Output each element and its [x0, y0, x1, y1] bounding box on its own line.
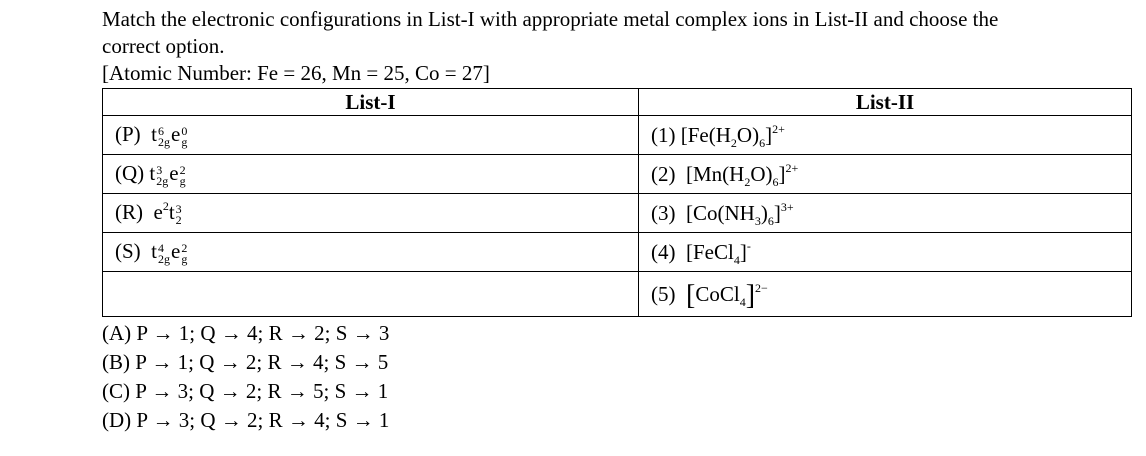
t-superscript: 3	[175, 201, 182, 216]
list2-item-4: (4) [FeCl$_4$]-	[639, 233, 1132, 272]
option-b[interactable]: (B) P → 1; Q → 2; R → 4; S → 5	[102, 350, 389, 374]
table-row	[103, 116, 1132, 155]
t-subscript: 2	[175, 212, 182, 227]
table-header-row	[103, 89, 1132, 116]
header-list-2: List-II	[639, 89, 1132, 116]
e-superscript: 2	[162, 199, 169, 214]
question-text-line-2: correct option.	[102, 34, 225, 58]
header-list-1: List-I	[103, 89, 639, 116]
answer-options	[102, 319, 1132, 435]
table-row	[103, 233, 1132, 272]
list1-item-r: (R) $e^2t$ 3 2	[103, 194, 639, 233]
list2-item-5: (5) [CoCl$_4$]$^{2-}$	[639, 272, 1132, 317]
e-superscript: 2	[179, 162, 186, 177]
list1-label: (Q)	[115, 161, 145, 186]
list2-item-3: (3) $[Co(NH_3)_6]^{3+}$	[639, 194, 1132, 233]
list1-empty-cell	[103, 272, 639, 317]
e-subscript: g	[181, 134, 188, 149]
t-superscript: 6	[158, 123, 165, 138]
t-superscript: 3	[156, 162, 163, 177]
t-subscript: 2g	[158, 251, 171, 266]
list1-item-q: (Q) t 3 2g e 2 g	[103, 155, 639, 194]
list2-label: (5)	[651, 281, 676, 306]
e-subscript: g	[181, 251, 188, 266]
list2-label: (1)	[651, 122, 676, 147]
e-superscript: 0	[181, 123, 188, 138]
option-d[interactable]: (D) P → 3; Q → 2; R → 4; S → 1	[102, 408, 390, 432]
question-block	[102, 6, 1132, 435]
matching-table	[102, 88, 1132, 317]
option-a[interactable]: (A) P → 1; Q → 4; R → 2; S → 3	[102, 321, 390, 345]
list2-label: (3)	[651, 200, 676, 225]
t-subscript: 2g	[158, 134, 171, 149]
atomic-number-note: [Atomic Number: Fe = 26, Mn = 25, Co = 27]	[102, 61, 490, 85]
list2-item-2: (2) $[Mn(H_2O)_6]^{2+}$	[639, 155, 1132, 194]
option-c[interactable]: (C) P → 3; Q → 2; R → 5; S → 1	[102, 379, 389, 403]
question-text-line-1: Match the electronic configurations in List-I with appropriate metal complex ions in List-II and choose the	[102, 7, 999, 31]
list2-item-1: (1) $[Fe(H_2O)_6]^{2+}$	[639, 116, 1132, 155]
list1-label: (S)	[115, 239, 141, 264]
list1-label: (R)	[115, 200, 143, 225]
table-row	[103, 194, 1132, 233]
t-superscript: 4	[158, 240, 165, 255]
e-superscript: 2	[181, 240, 188, 255]
list1-item-s: (S) t 4 2g e 2 g	[103, 233, 639, 272]
list1-item-p: (P) t 6 2g e 0 g	[103, 116, 639, 155]
e-subscript: g	[179, 173, 186, 188]
list1-label: (P)	[115, 122, 141, 147]
t-subscript: 2g	[156, 173, 169, 188]
table-row	[103, 272, 1132, 317]
table-row	[103, 155, 1132, 194]
list2-label: (4)	[651, 239, 676, 264]
list2-label: (2)	[651, 161, 676, 186]
